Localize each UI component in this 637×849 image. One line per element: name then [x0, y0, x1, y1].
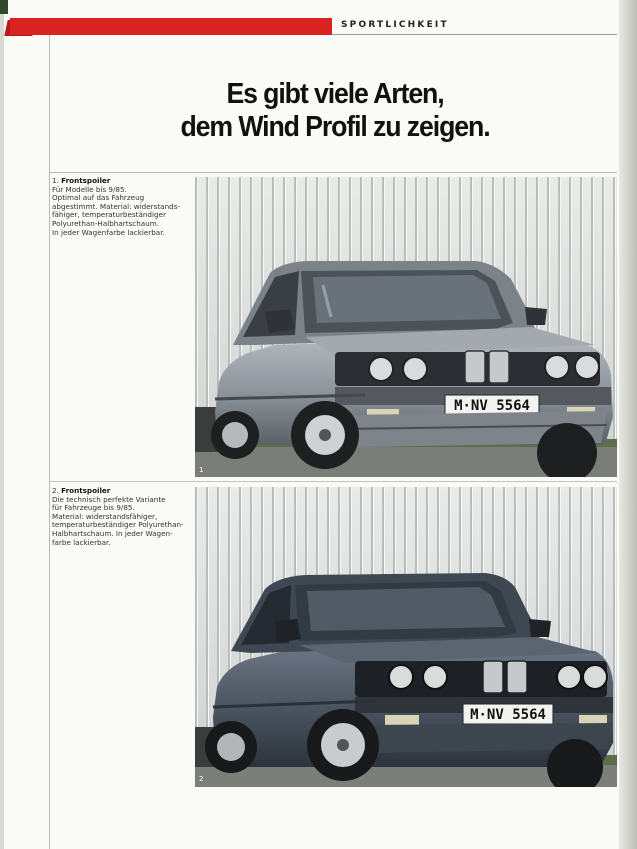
license-plate-2: M·NV 5564	[470, 707, 546, 723]
caption-2	[52, 487, 197, 547]
photo-2-number: 2	[199, 775, 204, 783]
page-headline	[137, 78, 533, 144]
caption-1	[52, 177, 197, 237]
red-section-bar	[10, 18, 332, 35]
headline-line-2: dem Wind Profil zu zeigen.	[180, 111, 490, 143]
caption-1-body: Für Modelle bis 9/85. Optimal auf das Fahrzeug abgestimmt. Material: widerstands- fähiger, temperaturbeständiger Polyurethan-Halbhartschaum. In jeder Wagenfarbe lackierbar.	[52, 184, 181, 237]
license-plate-1: M·NV 5564	[454, 398, 530, 414]
page-left-edge	[0, 0, 4, 849]
caption-2-body: Die technisch perfekte Variante für Fahrzeuge bis 9/85. Material: widerstandsfähiger, temperaturbeständiger Polyurethan- Halbhartschaum. In jeder Wagen- farbe lackierbar.	[52, 494, 184, 547]
car-photo-2	[195, 487, 617, 787]
section-label: SPORTLICHKEIT	[341, 20, 449, 30]
caption-2-number: 2.	[52, 486, 59, 495]
content-rule-1	[49, 172, 617, 173]
content-rule-2	[49, 481, 617, 482]
page-right-edge	[619, 0, 637, 849]
headline-line-1: Es gibt viele Arten,	[226, 78, 444, 110]
margin-rule	[49, 35, 50, 849]
caption-1-title: Frontspoiler	[61, 176, 111, 185]
car-photo-1	[195, 177, 617, 477]
header-rule	[332, 34, 617, 35]
caption-2-title: Frontspoiler	[61, 486, 111, 495]
page-corner-mark	[0, 0, 8, 14]
photo-1-number: 1	[199, 466, 204, 474]
caption-1-number: 1.	[52, 176, 59, 185]
